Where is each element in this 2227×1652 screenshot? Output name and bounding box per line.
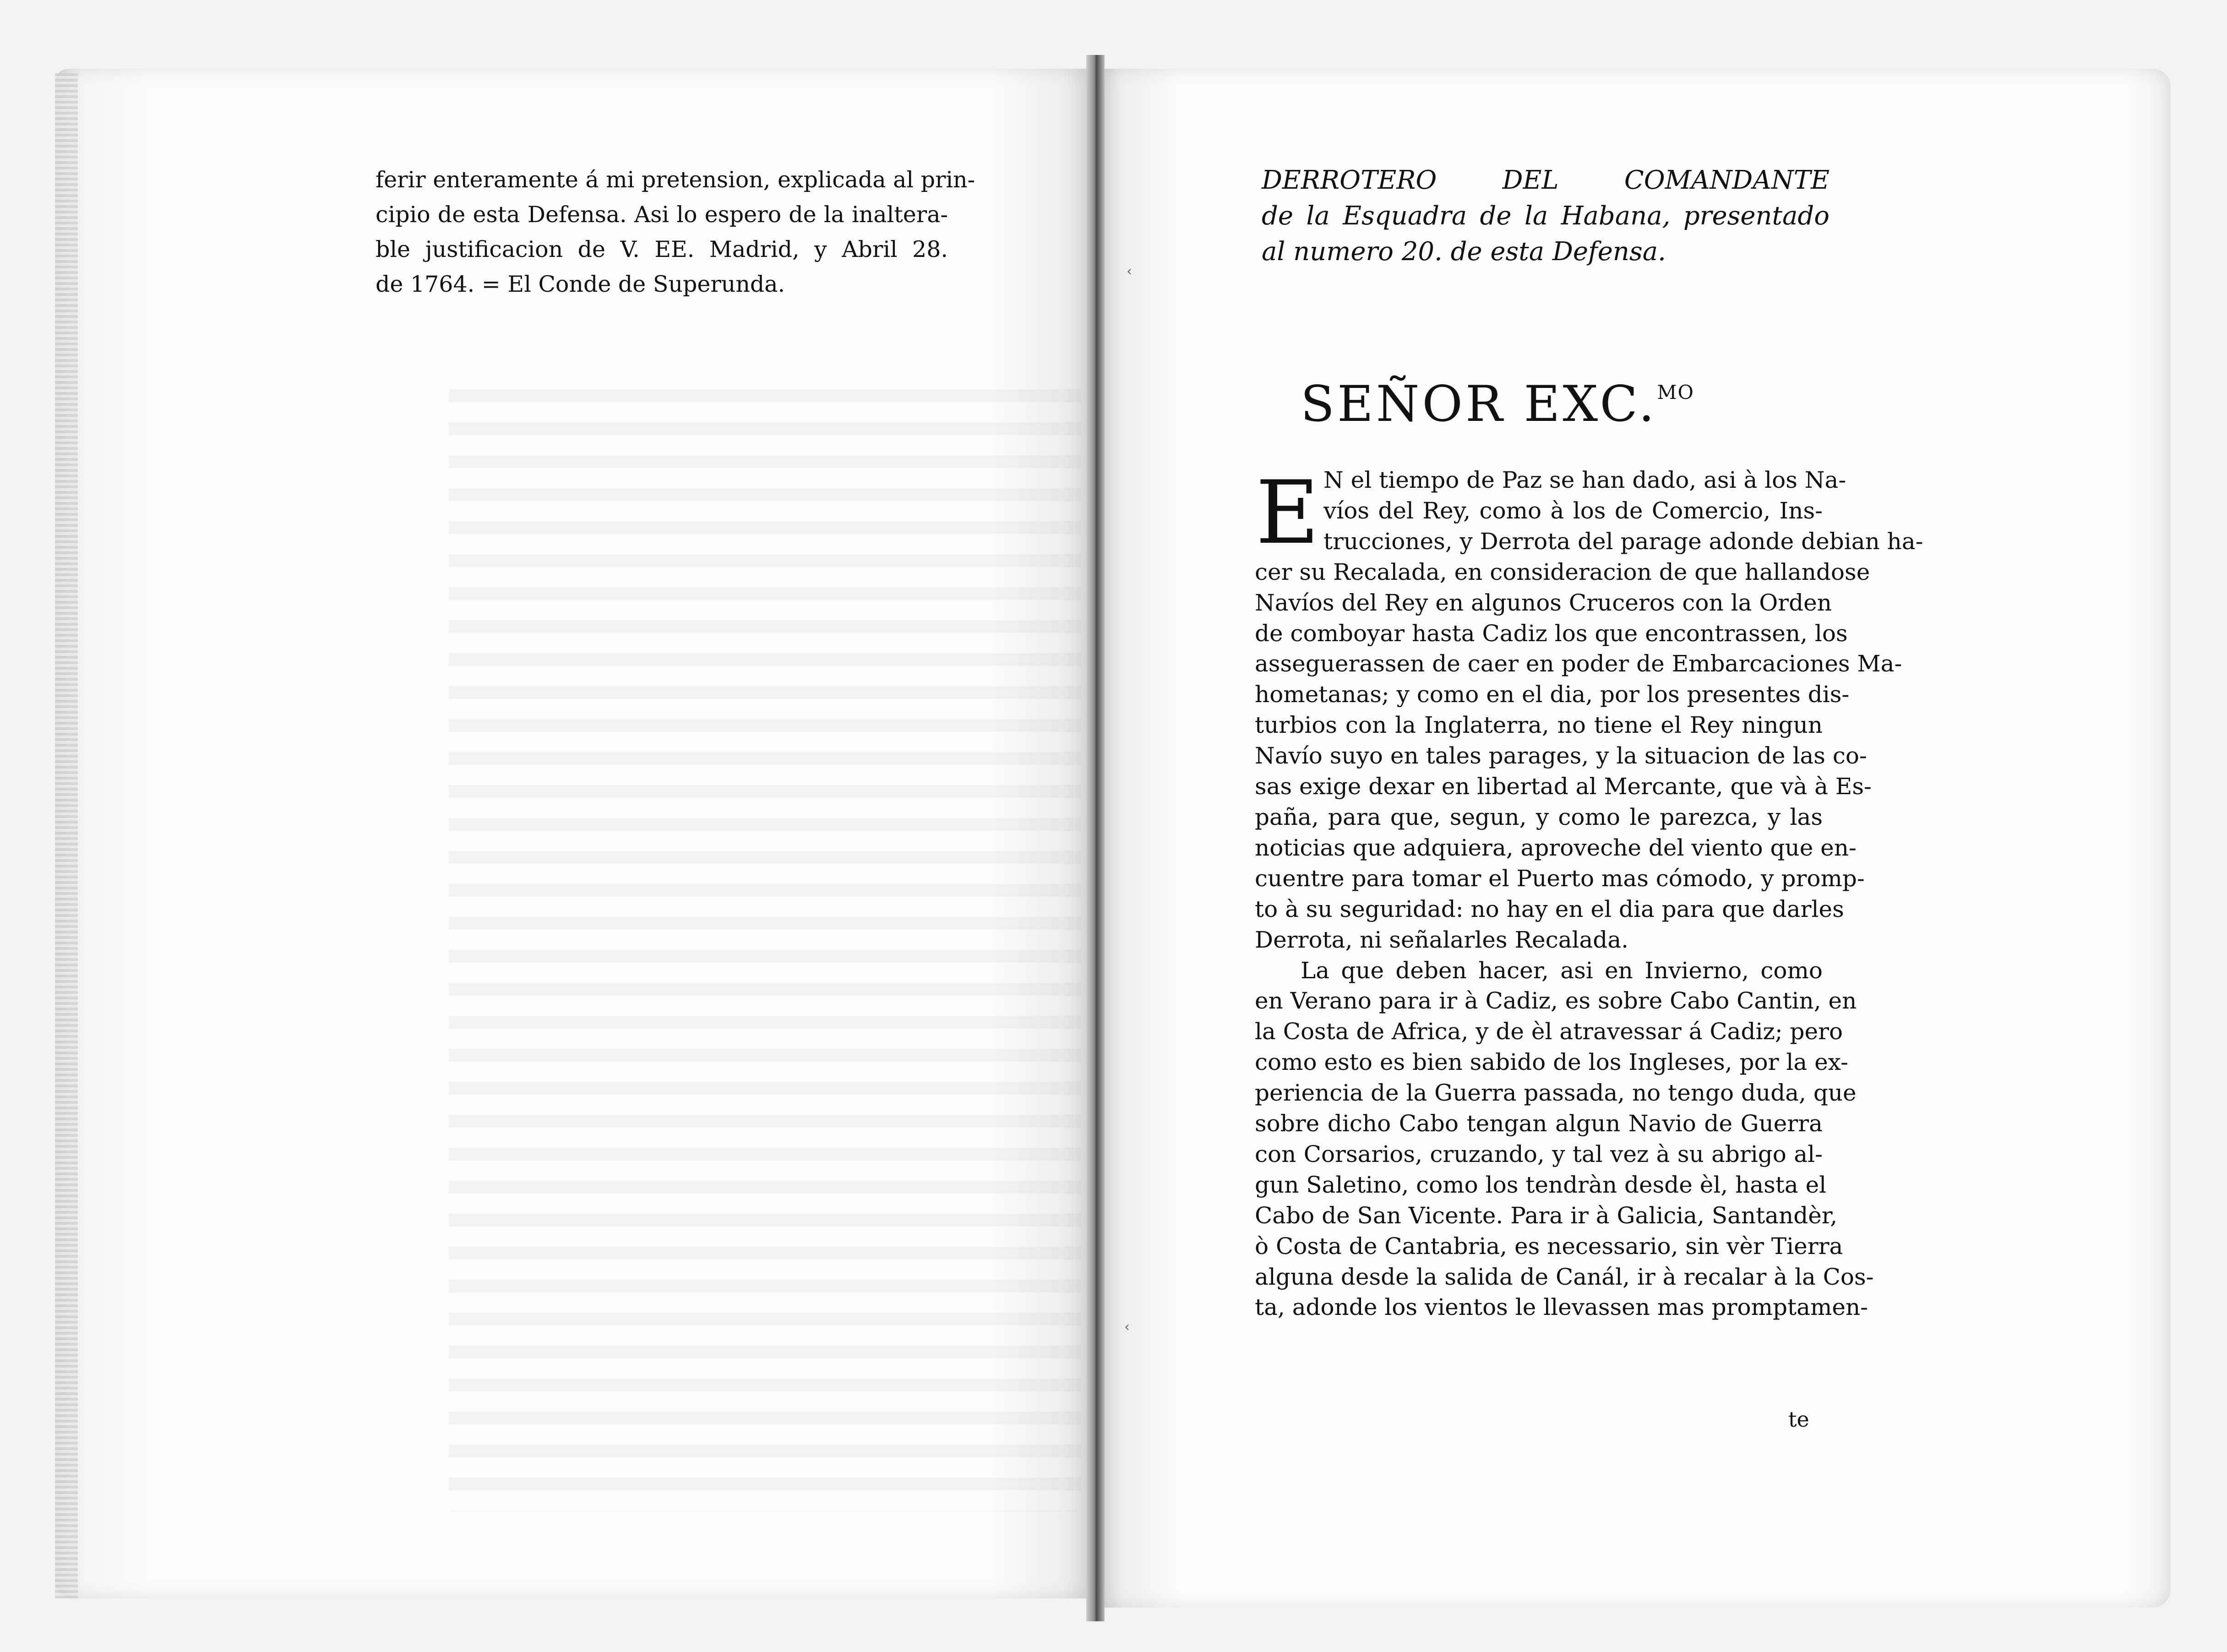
document-heading: [1262, 163, 1830, 270]
text-line: en Verano para ir à Cadiz, es sobre Cabo Cantin, en: [1255, 987, 1857, 1014]
text-line: turbios con la Inglaterra, no tiene el Rey ningun: [1255, 712, 1823, 739]
text-line: víos del Rey, como à los de Comercio, Ins-: [1323, 497, 1823, 524]
heading-line: al numero 20. de esta Defensa.: [1262, 237, 1666, 267]
text-line: Navío suyo en tales parages, y la situacion de las co-: [1255, 742, 1867, 769]
text-line: gun Saletino, como los tendràn desde èl, hasta el: [1255, 1171, 1827, 1198]
text-line: paña, para que, segun, y como le parezca, y las: [1255, 803, 1823, 830]
text-line: cer su Recalada, en consideracion de que hallandose: [1255, 558, 1870, 585]
text-line: Derrota, ni señalarles Recalada.: [1255, 926, 1629, 953]
text-line: sobre dicho Cabo tengan algun Navio de Guerra: [1255, 1110, 1823, 1137]
text-line: Navíos del Rey en algunos Cruceros con la Orden: [1255, 589, 1832, 616]
text-line: cuentre para tomar el Puerto mas cómodo, y promp-: [1255, 865, 1865, 892]
left-page-text: [376, 163, 975, 302]
text-line: N el tiempo de Paz se han dado, asi à los Na-: [1323, 467, 1846, 493]
catchword: te: [1788, 1407, 1809, 1432]
margin-mark: ‹: [1127, 263, 1132, 279]
salutation-text: SEÑOR EXC.: [1301, 376, 1657, 433]
heading-line: DERROTERO DEL COMANDANTE: [1262, 165, 1830, 195]
text-line: ferir enteramente á mi pretension, explicada al prin-: [376, 167, 975, 193]
bleed-through-text: [449, 389, 1081, 1511]
heading-line: de la Esquadra de la Habana, presentado: [1262, 201, 1830, 231]
text-line: la Costa de Africa, y de èl atravessar á Cadiz; pero: [1255, 1018, 1843, 1045]
text-line: sas exige dexar en libertad al Mercante, que và à Es-: [1255, 773, 1872, 800]
text-line: ble justificacion de V. EE. Madrid, y Abril 28.: [376, 236, 948, 262]
margin-mark: ‹: [1124, 1319, 1130, 1335]
text-line: hometanas; y como en el dia, por los presentes dis-: [1255, 681, 1850, 708]
text-line: con Corsarios, cruzando, y tal vez à su abrigo al-: [1255, 1140, 1823, 1167]
drop-cap: E: [1256, 462, 1319, 563]
text-line: La que deben hacer, asi en Invierno, como: [1301, 957, 1823, 984]
body-text: [1255, 462, 1923, 1323]
book-gutter: [1086, 55, 1105, 1621]
text-line: noticias que adquiera, aproveche del viento que en-: [1255, 834, 1857, 861]
page-edges: [55, 73, 78, 1598]
text-line: to à su seguridad: no hay en el dia para que darles: [1255, 895, 1844, 922]
text-line: cipio de esta Defensa. Asi lo espero de la inaltera-: [376, 202, 948, 228]
text-line: trucciones, y Derrota del parage adonde debian ha-: [1323, 528, 1923, 555]
text-line: periencia de la Guerra passada, no tengo duda, que: [1255, 1080, 1857, 1107]
salutation-superscript: MO: [1657, 381, 1694, 403]
text-line: ò Costa de Cantabria, es necessario, sin vèr Tierra: [1255, 1232, 1843, 1259]
text-line: como esto es bien sabido de los Ingleses, por la ex-: [1255, 1049, 1848, 1076]
salutation: [1301, 376, 1694, 433]
text-line: de comboyar hasta Cadiz los que encontrassen, los: [1255, 620, 1848, 647]
text-line: alguna desde la salida de Canál, ir à recalar à la Cos-: [1255, 1263, 1874, 1290]
text-line: Cabo de San Vicente. Para ir à Galicia, Santandèr,: [1255, 1202, 1838, 1229]
text-line: de 1764. = El Conde de Superunda.: [376, 271, 785, 297]
text-line: asseguerassen de caer en poder de Embarcaciones Ma-: [1255, 650, 1902, 677]
text-line: ta, adonde los vientos le llevassen mas promptamen-: [1255, 1294, 1868, 1321]
